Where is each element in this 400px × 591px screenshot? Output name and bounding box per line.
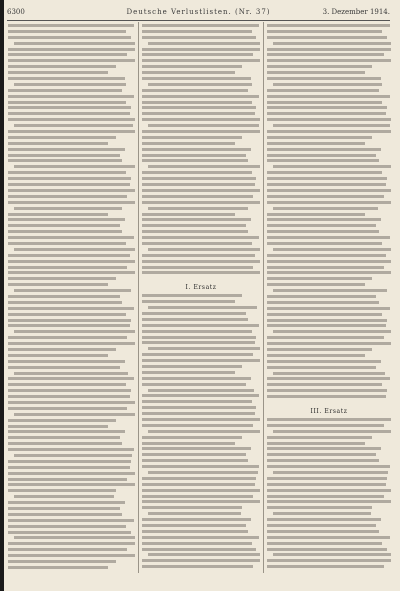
text-line — [273, 330, 391, 333]
text-line — [142, 159, 248, 162]
header-rule — [7, 20, 390, 21]
text-line — [267, 536, 390, 539]
text-line — [267, 266, 384, 269]
text-line — [8, 71, 108, 74]
text-line — [8, 101, 126, 104]
text-line — [267, 336, 384, 339]
text-line — [273, 430, 391, 433]
text-line — [267, 559, 391, 562]
page-title: Deutsche Verlustlisten. (Nr. 37) — [126, 8, 271, 16]
text-line — [267, 377, 390, 380]
text-line — [142, 195, 253, 198]
text-line — [148, 306, 257, 309]
text-line — [8, 324, 130, 327]
column-divider-1 — [138, 22, 139, 573]
text-line — [142, 260, 260, 263]
text-line — [142, 394, 259, 397]
text-line — [8, 230, 122, 233]
text-line — [267, 465, 390, 468]
column-3 — [267, 24, 391, 571]
text-line — [8, 560, 116, 563]
text-line — [267, 424, 384, 427]
text-line — [142, 477, 256, 480]
text-line — [267, 313, 382, 316]
text-line — [267, 354, 365, 357]
text-line — [267, 183, 386, 186]
text-line — [142, 341, 255, 344]
text-line — [267, 518, 381, 521]
text-line — [267, 242, 382, 245]
text-line — [142, 483, 255, 486]
text-line — [267, 383, 382, 386]
text-line — [142, 118, 260, 121]
text-line — [8, 430, 125, 433]
text-line — [148, 165, 260, 168]
text-line — [8, 30, 126, 33]
text-line — [267, 500, 391, 503]
text-line — [142, 36, 256, 39]
section-gap — [267, 401, 391, 406]
text-line — [142, 242, 252, 245]
text-line — [142, 530, 248, 533]
text-line — [142, 59, 260, 62]
text-line — [8, 489, 116, 492]
text-line — [267, 36, 387, 39]
text-line — [8, 307, 134, 310]
text-line — [267, 477, 387, 480]
text-line — [142, 506, 242, 509]
text-line — [273, 42, 391, 45]
text-line — [142, 459, 248, 462]
text-line — [142, 559, 260, 562]
text-line — [267, 53, 384, 56]
text-line — [267, 142, 365, 145]
text-line — [267, 271, 391, 274]
text-line — [142, 294, 242, 297]
text-line — [148, 389, 254, 392]
text-line — [8, 566, 108, 569]
text-line — [8, 348, 116, 351]
text-line — [142, 189, 260, 192]
text-line — [142, 71, 235, 74]
text-line — [273, 512, 371, 515]
text-line — [14, 330, 135, 333]
text-line — [273, 372, 385, 375]
text-line — [8, 519, 134, 522]
text-line — [8, 260, 135, 263]
text-line — [14, 248, 135, 251]
text-line — [148, 83, 252, 86]
text-line — [8, 460, 131, 463]
text-line — [267, 324, 386, 327]
text-line — [273, 124, 390, 127]
text-line — [142, 224, 246, 227]
text-line — [267, 565, 384, 568]
text-line — [267, 418, 391, 421]
text-line — [267, 224, 376, 227]
text-line — [267, 319, 387, 322]
text-line — [148, 42, 260, 45]
text-line — [8, 142, 108, 145]
text-line — [142, 324, 259, 327]
text-line — [142, 465, 259, 468]
text-line — [14, 495, 114, 498]
text-line — [267, 106, 387, 109]
text-line — [142, 218, 251, 221]
text-line — [142, 536, 259, 539]
text-line — [142, 436, 242, 439]
text-line — [267, 48, 391, 51]
text-line — [142, 142, 235, 145]
text-line — [8, 483, 135, 486]
page-date: 3. Dezember 1914. — [322, 8, 390, 16]
text-line — [267, 307, 390, 310]
text-line — [267, 260, 391, 263]
text-line — [8, 48, 135, 51]
text-line — [14, 372, 128, 375]
text-line — [267, 59, 391, 62]
column-1 — [8, 24, 135, 571]
text-line — [8, 112, 130, 115]
text-line — [14, 536, 135, 539]
text-line — [8, 171, 126, 174]
text-line — [273, 553, 391, 556]
text-line — [267, 295, 376, 298]
text-line — [142, 213, 235, 216]
text-line — [8, 254, 130, 257]
text-line — [267, 95, 390, 98]
text-line — [8, 218, 125, 221]
text-line — [267, 447, 381, 450]
text-line — [142, 236, 259, 239]
text-line — [148, 248, 260, 251]
page-header — [7, 6, 390, 18]
text-line — [8, 213, 108, 216]
text-line — [267, 495, 384, 498]
text-line — [8, 313, 126, 316]
text-line — [267, 89, 379, 92]
text-line — [8, 277, 116, 280]
text-line — [267, 213, 365, 216]
text-line — [8, 554, 135, 557]
text-line — [14, 83, 126, 86]
text-line — [267, 24, 390, 27]
text-line — [267, 77, 381, 80]
text-line — [267, 395, 386, 398]
text-line — [267, 201, 391, 204]
text-line — [142, 300, 235, 303]
text-line — [267, 130, 391, 133]
text-line — [8, 377, 134, 380]
text-line — [142, 371, 235, 374]
text-line — [142, 95, 259, 98]
text-line — [142, 418, 260, 421]
text-line — [142, 271, 260, 274]
text-line — [8, 295, 120, 298]
text-line — [8, 154, 120, 157]
text-line — [142, 548, 256, 551]
text-line — [267, 483, 386, 486]
text-line — [267, 453, 376, 456]
text-line — [8, 301, 122, 304]
text-line — [273, 248, 391, 251]
text-line — [142, 495, 253, 498]
text-line — [8, 513, 122, 516]
text-line — [267, 524, 376, 527]
text-line — [142, 53, 253, 56]
text-line — [142, 30, 252, 33]
text-line — [8, 36, 131, 39]
text-line — [142, 542, 252, 545]
text-line — [148, 512, 241, 515]
text-line — [267, 30, 382, 33]
text-line — [267, 65, 372, 68]
text-line — [142, 230, 248, 233]
text-line — [8, 65, 116, 68]
text-line — [8, 224, 120, 227]
text-line — [142, 77, 251, 80]
text-line — [8, 336, 127, 339]
text-line — [8, 383, 126, 386]
text-line — [267, 366, 376, 369]
text-line — [273, 207, 378, 210]
text-line — [267, 360, 381, 363]
text-line — [8, 442, 122, 445]
text-line — [142, 112, 255, 115]
text-line — [8, 548, 127, 551]
text-line — [273, 289, 387, 292]
text-line — [8, 319, 131, 322]
text-line — [142, 65, 242, 68]
section-heading: III. Ersatz — [310, 408, 348, 415]
text-line — [14, 207, 122, 210]
text-line — [142, 500, 260, 503]
text-line — [267, 236, 390, 239]
text-line — [8, 395, 130, 398]
text-line — [142, 148, 251, 151]
text-line — [142, 353, 253, 356]
text-line — [8, 177, 131, 180]
text-line — [14, 124, 133, 127]
text-line — [8, 148, 125, 151]
text-line — [8, 118, 135, 121]
text-line — [267, 171, 382, 174]
text-line — [267, 348, 372, 351]
text-line — [8, 401, 135, 404]
text-line — [8, 366, 120, 369]
text-line — [267, 283, 365, 286]
text-line — [8, 507, 120, 510]
text-line — [142, 565, 253, 568]
text-line — [8, 195, 127, 198]
text-line — [142, 518, 251, 521]
text-line — [267, 154, 376, 157]
scan-edge — [0, 0, 4, 591]
text-line — [267, 436, 372, 439]
text-line — [142, 48, 260, 51]
text-line — [142, 424, 253, 427]
text-line — [142, 365, 242, 368]
text-line — [267, 459, 379, 462]
text-line — [267, 189, 391, 192]
text-line — [8, 130, 135, 133]
text-line — [267, 254, 386, 257]
text-line — [8, 448, 134, 451]
text-line — [8, 159, 122, 162]
text-line — [142, 442, 235, 445]
text-line — [8, 266, 127, 269]
text-line — [142, 89, 248, 92]
text-line — [142, 524, 246, 527]
text-line — [267, 136, 372, 139]
text-line — [142, 254, 255, 257]
text-line — [8, 283, 108, 286]
page-number: 6300 — [7, 8, 25, 16]
text-line — [14, 42, 135, 45]
text-line — [267, 71, 365, 74]
text-line — [267, 230, 379, 233]
text-line — [8, 89, 122, 92]
text-line — [267, 442, 365, 445]
text-line — [8, 242, 126, 245]
text-line — [148, 553, 260, 556]
text-line — [8, 24, 134, 27]
text-line — [8, 407, 127, 410]
text-line — [8, 436, 120, 439]
text-line — [142, 24, 259, 27]
text-line — [142, 377, 251, 380]
text-line — [8, 542, 135, 545]
column-divider-2 — [263, 22, 264, 573]
text-line — [142, 412, 255, 415]
text-line — [8, 183, 130, 186]
text-line — [148, 430, 260, 433]
text-line — [8, 189, 135, 192]
text-line — [267, 342, 391, 345]
text-line — [8, 525, 126, 528]
text-line — [267, 101, 382, 104]
text-line — [267, 489, 391, 492]
text-line — [142, 400, 252, 403]
text-line — [8, 419, 116, 422]
text-line — [14, 289, 131, 292]
text-line — [142, 183, 255, 186]
text-line — [14, 454, 132, 457]
text-line — [142, 154, 246, 157]
text-line — [14, 165, 135, 168]
text-line — [273, 471, 388, 474]
text-line — [142, 266, 253, 269]
text-line — [142, 447, 251, 450]
text-line — [142, 136, 242, 139]
text-line — [267, 112, 386, 115]
text-line — [267, 389, 387, 392]
text-line — [273, 165, 391, 168]
text-line — [142, 201, 260, 204]
text-line — [8, 53, 127, 56]
text-line — [267, 195, 384, 198]
text-line — [8, 360, 125, 363]
section-heading: I. Ersatz — [185, 284, 217, 292]
text-line — [267, 177, 387, 180]
text-line — [8, 77, 125, 80]
text-line — [267, 548, 387, 551]
text-line — [8, 478, 127, 481]
text-line — [8, 106, 131, 109]
text-line — [267, 148, 381, 151]
text-line — [267, 530, 379, 533]
text-line — [8, 271, 135, 274]
text-line — [8, 389, 131, 392]
text-line — [142, 383, 246, 386]
text-line — [148, 347, 260, 350]
section-gap — [142, 277, 260, 282]
text-line — [267, 277, 372, 280]
text-line — [8, 59, 135, 62]
text-line — [142, 330, 252, 333]
text-line — [267, 301, 379, 304]
text-line — [8, 531, 131, 534]
text-line — [8, 472, 135, 475]
text-line — [142, 171, 252, 174]
text-line — [267, 118, 391, 121]
text-line — [142, 359, 260, 362]
column-2 — [142, 24, 260, 571]
text-line — [267, 506, 372, 509]
text-line — [8, 136, 116, 139]
text-line — [8, 425, 108, 428]
text-line — [8, 354, 108, 357]
text-line — [267, 542, 382, 545]
text-line — [8, 95, 134, 98]
text-line — [142, 177, 256, 180]
text-line — [8, 201, 135, 204]
text-line — [14, 413, 135, 416]
text-line — [148, 124, 259, 127]
text-line — [142, 106, 256, 109]
text-line — [8, 342, 135, 345]
text-line — [142, 130, 260, 133]
text-line — [142, 318, 248, 321]
text-line — [148, 471, 258, 474]
text-line — [267, 218, 381, 221]
text-line — [142, 336, 256, 339]
text-line — [142, 312, 246, 315]
text-line — [142, 406, 256, 409]
text-line — [142, 101, 252, 104]
text-line — [142, 489, 260, 492]
text-line — [8, 501, 125, 504]
text-line — [8, 236, 134, 239]
text-line — [273, 83, 382, 86]
text-line — [142, 453, 246, 456]
text-line — [148, 207, 248, 210]
text-line — [8, 466, 130, 469]
text-line — [267, 159, 379, 162]
